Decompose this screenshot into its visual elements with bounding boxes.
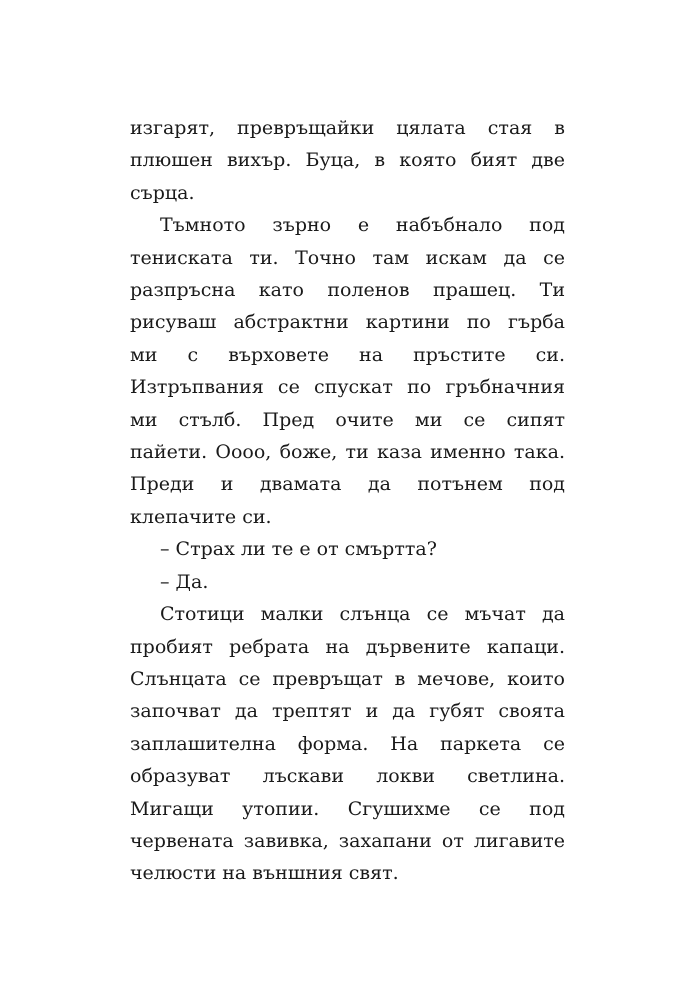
text-line: ми стълб. Пред очите ми се сипят (130, 408, 565, 431)
text-line: пайети. Оооо, боже, ти каза именно така. (130, 441, 565, 464)
text-line: тениската ти. Точно там искам да се (130, 246, 565, 269)
text-line: плюшен вихър. Буца, в която бият две (130, 149, 565, 172)
text-line: образуват лъскави локви светлина. (130, 765, 565, 788)
text-line: Преди и двамата да потънем под (130, 473, 565, 496)
text-line: – Да. (160, 570, 209, 593)
text-line: Тъмното зърно е набъбнало под (160, 214, 565, 237)
text-line: клепачите си. (130, 505, 272, 528)
dialogue-line-answer (130, 566, 565, 598)
text-line: Изтръпвания се спускат по гръбначния (130, 376, 565, 399)
text-line: – Страх ли те е от смъртта? (160, 538, 437, 561)
text-line: заплашителна форма. На паркета се (130, 732, 565, 755)
text-line: Слънцата се превръщат в мечове, които (130, 667, 565, 690)
text-line: рисуваш абстрактни картини по гърба (130, 311, 565, 334)
dialogue-line-question (130, 533, 565, 565)
paragraph-3 (130, 598, 565, 890)
paragraph-1 (130, 112, 565, 209)
paragraph-2 (130, 209, 565, 533)
body-text (130, 112, 565, 890)
text-line: изгарят, превръщайки цялата стая в (130, 117, 565, 139)
text-line: започват да трептят и да губят своята (130, 700, 565, 723)
text-line: червената завивка, захапани от лигавите (130, 829, 565, 852)
text-line: ми с върховете на пръстите си. (130, 343, 565, 366)
text-line: челюсти на външния свят. (130, 862, 399, 885)
text-line: Мигащи утопии. Сгушихме се под (130, 797, 565, 820)
text-line: сърца. (130, 181, 195, 204)
text-line: пробият ребрата на дървените капаци. (130, 635, 565, 658)
text-line: разпръсна като поленов прашец. Ти (130, 279, 565, 302)
text-line: Стотици малки слънца се мъчат да (160, 603, 565, 626)
